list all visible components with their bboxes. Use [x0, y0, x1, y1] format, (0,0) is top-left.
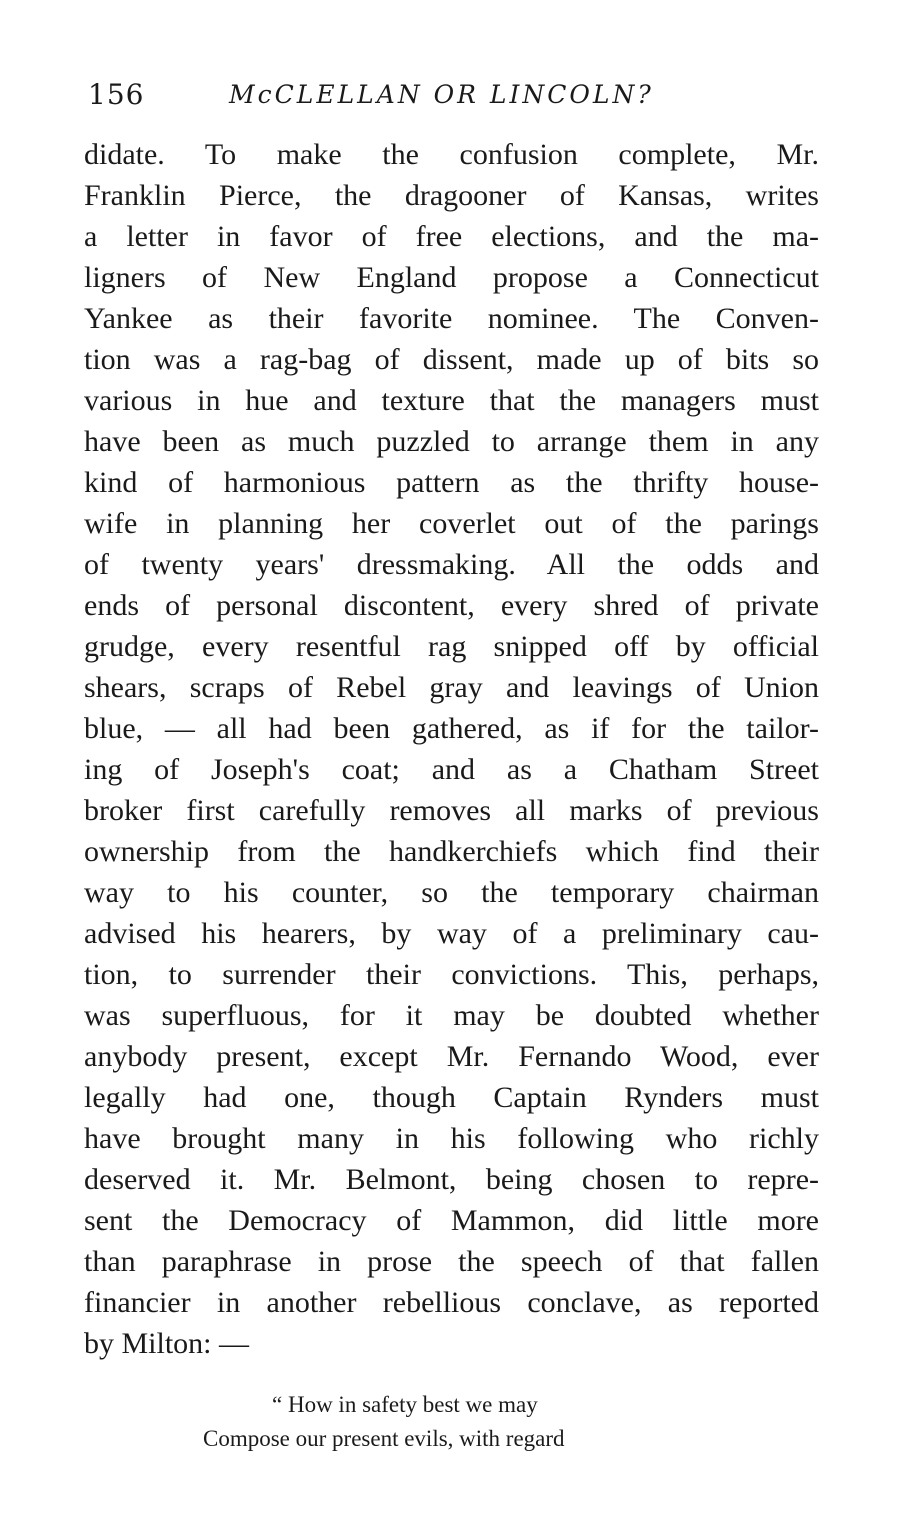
text-line: kind of harmonious pattern as the thrifty house- [84, 466, 819, 499]
text-line: anybody present, except Mr. Fernando Wood, ever [84, 1040, 819, 1073]
text-line: sent the Democracy of Mammon, did little more [84, 1204, 819, 1237]
page-number: 156 [88, 78, 145, 111]
text-line: a letter in favor of free elections, and the ma- [84, 220, 819, 253]
running-title: McCLELLAN OR LINCOLN? [229, 80, 654, 109]
text-line: advised his hearers, by way of a preliminary cau- [84, 917, 819, 950]
text-line: various in hue and texture that the managers must [84, 384, 819, 417]
quote-line: Compose our present evils, with regard [203, 1426, 565, 1451]
text-line: was superfluous, for it may be doubted whether [84, 999, 819, 1032]
text-line: ends of personal discontent, every shred of private [84, 589, 819, 622]
text-line: broker first carefully removes all marks of previous [84, 794, 819, 827]
text-line: than paraphrase in prose the speech of that fallen [84, 1245, 819, 1278]
body-text [84, 134, 819, 1364]
text-line: ownership from the handkerchiefs which find their [84, 835, 819, 868]
text-line: shears, scraps of Rebel gray and leavings of Union [84, 671, 819, 704]
text-line: didate. To make the confusion complete, Mr. [84, 138, 819, 171]
text-line: grudge, every resentful rag snipped off by official [84, 630, 819, 663]
text-line: way to his counter, so the temporary chairman [84, 876, 819, 909]
text-line: tion, to surrender their convictions. This, perhaps, [84, 958, 819, 991]
text-line: financier in another rebellious conclave, as reported [84, 1286, 819, 1319]
text-line: Franklin Pierce, the dragooner of Kansas, writes [84, 179, 819, 212]
text-line: deserved it. Mr. Belmont, being chosen to repre- [84, 1163, 819, 1196]
text-line: wife in planning her coverlet out of the parings [84, 507, 819, 540]
text-line: have been as much puzzled to arrange them in any [84, 425, 819, 458]
running-head [88, 78, 828, 118]
text-line: ing of Joseph's coat; and as a Chatham Street [84, 753, 819, 786]
text-line: of twenty years' dressmaking. All the odds and [84, 548, 819, 581]
text-line: have brought many in his following who richly [84, 1122, 819, 1155]
text-line: blue, — all had been gathered, as if for the tailor- [84, 712, 819, 745]
text-line: legally had one, though Captain Rynders must [84, 1081, 819, 1114]
text-line: tion was a rag-bag of dissent, made up of bits so [84, 343, 819, 376]
text-line: Yankee as their favorite nominee. The Conven- [84, 302, 819, 335]
quote-line: “ How in safety best we may [272, 1392, 538, 1417]
text-line: ligners of New England propose a Connecticut [84, 261, 819, 294]
text-line-last: by Milton: — [84, 1327, 250, 1360]
